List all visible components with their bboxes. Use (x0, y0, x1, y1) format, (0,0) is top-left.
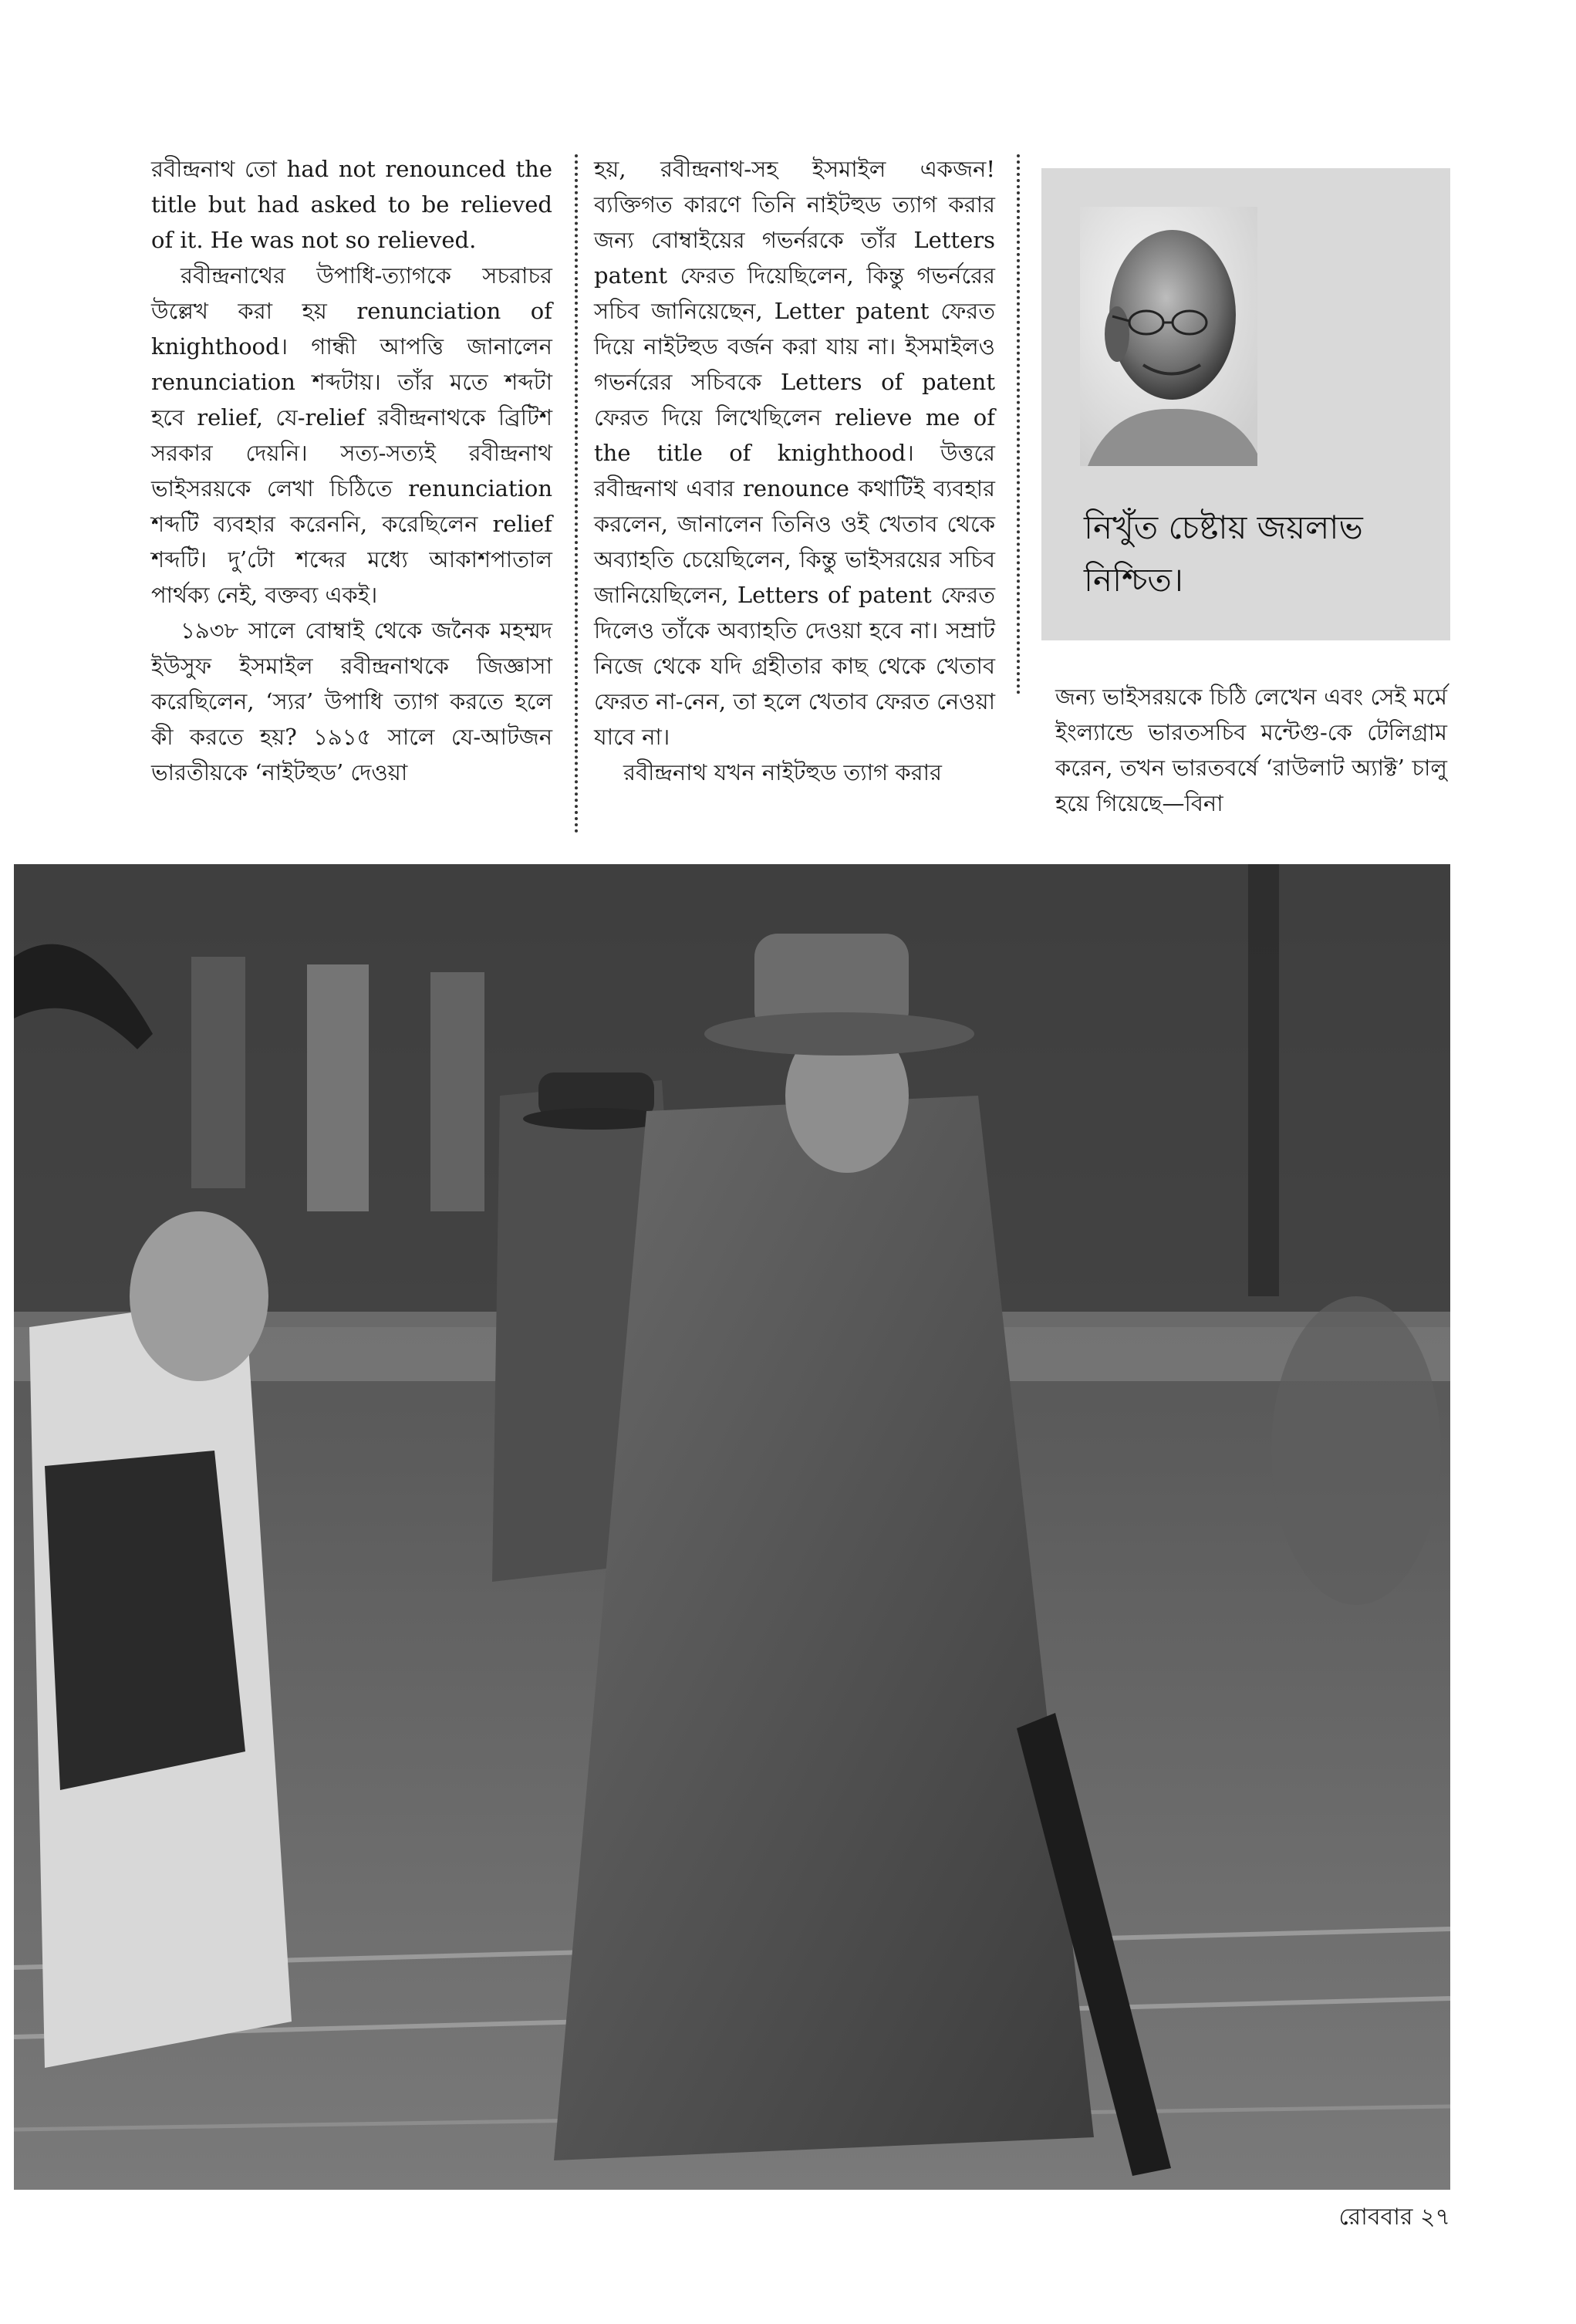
page-folio: রোববার ২৭ (1338, 2204, 1450, 2231)
article-column-3 (1055, 679, 1447, 821)
article-column-2 (594, 151, 995, 790)
article-paragraph: জন্য ভাইসরয়কে চিঠি লেখেন এবং সেই মর্মে ইংল্যান্ডে ভারতসচিব মন্টেগু-কে টেলিগ্রাম করেন, তখন ভারতবর্ষে ‘রাউলাট অ্যাক্ট’ চালু হয়ে গিয়েছে—বিনা (1055, 684, 1447, 816)
column-divider (575, 154, 578, 833)
article-paragraph: হয়, রবীন্দ্রনাথ-সহ ইসমাইল একজন! ব্যক্তিগত কারণে তিনি নাইটহুড ত্যাগ করার জন্য বোম্বাইয়ের গভর্নরকে তাঁর Letters patent ফেরত দিয়েছিলেন, কিন্তু গভর্নরের সচিব জানিয়েছেন, Letter patent ফেরত দিয়ে নাইটহুড বর্জন করা যায় না। ইসমাইলও গভর্নরের সচিবকে Letters of patent ফেরত দিয়ে লিখেছিলেন relieve me of the title of knighthood। উত্তরে রবীন্দ্রনাথ এবার renounce কথাটিই ব্যবহার করলেন, জানালেন তিনিও ওই খেতাব থেকে অব্যাহতি চেয়েছিলেন, কিন্তু ভাইসরয়ের সচিব জানিয়েছিলেন, Letters of patent ফেরত দিলেও তাঁকে অব্যাহতি দেওয়া হবে না। সম্রাট নিজে থেকে যদি গ্রহীতার কাছ থেকে খেতাব ফেরত না-নেন, তা হলে খেতাব ফেরত নেওয়া যাবে না। (594, 156, 995, 750)
article-column-1 (151, 151, 552, 790)
quote-sidebar (1041, 168, 1450, 640)
article-paragraph: রবীন্দ্রনাথ যখন নাইটহুড ত্যাগ করার (623, 759, 942, 785)
article-paragraph: রবীন্দ্রনাথ তো had not renounced the title but had asked to be relieved of it. He was not so relieved. (151, 156, 552, 253)
article-paragraph: রবীন্দ্রনাথের উপাধি-ত্যাগকে সচরাচর উল্লেখ করা হয় renunciation of knighthood। গান্ধী আপত্তি জানালেন renunciation শব্দটায়। তাঁর মতে শব্দটা হবে relief, যে-relief রবীন্দ্রনাথকে ব্রিটিশ সরকার দেয়নি। সত্য-সত্যই রবীন্দ্রনাথ ভাইসরয়কে লেখা চিঠিতে renunciation শব্দটি ব্যবহার করেননি, করেছিলেন relief শব্দটি। দু’টো শব্দের মধ্যে আকাশপাতাল পার্থক্য নেই, বক্তব্য একই। (151, 262, 552, 608)
article-paragraph: ১৯৩৮ সালে বোম্বাই থেকে জনৈক মহম্মদ ইউসুফ ইসমাইল রবীন্দ্রনাথকে জিজ্ঞাসা করেছিলেন, ‘স্যর’ উপাধি ত্যাগ করতে হলে কী করতে হয়? ১৯১৫ সালে যে-আটজন ভারতীয়কে ‘নাইটহুড’ দেওয়া (151, 617, 552, 785)
column-divider (1017, 154, 1020, 694)
gandhi-portrait-photo (1080, 207, 1257, 466)
sidebar-quote: নিখুঁত চেষ্টায় জয়লাভ নিশ্চিত। (1084, 508, 1363, 599)
historical-street-photo (14, 864, 1450, 2190)
